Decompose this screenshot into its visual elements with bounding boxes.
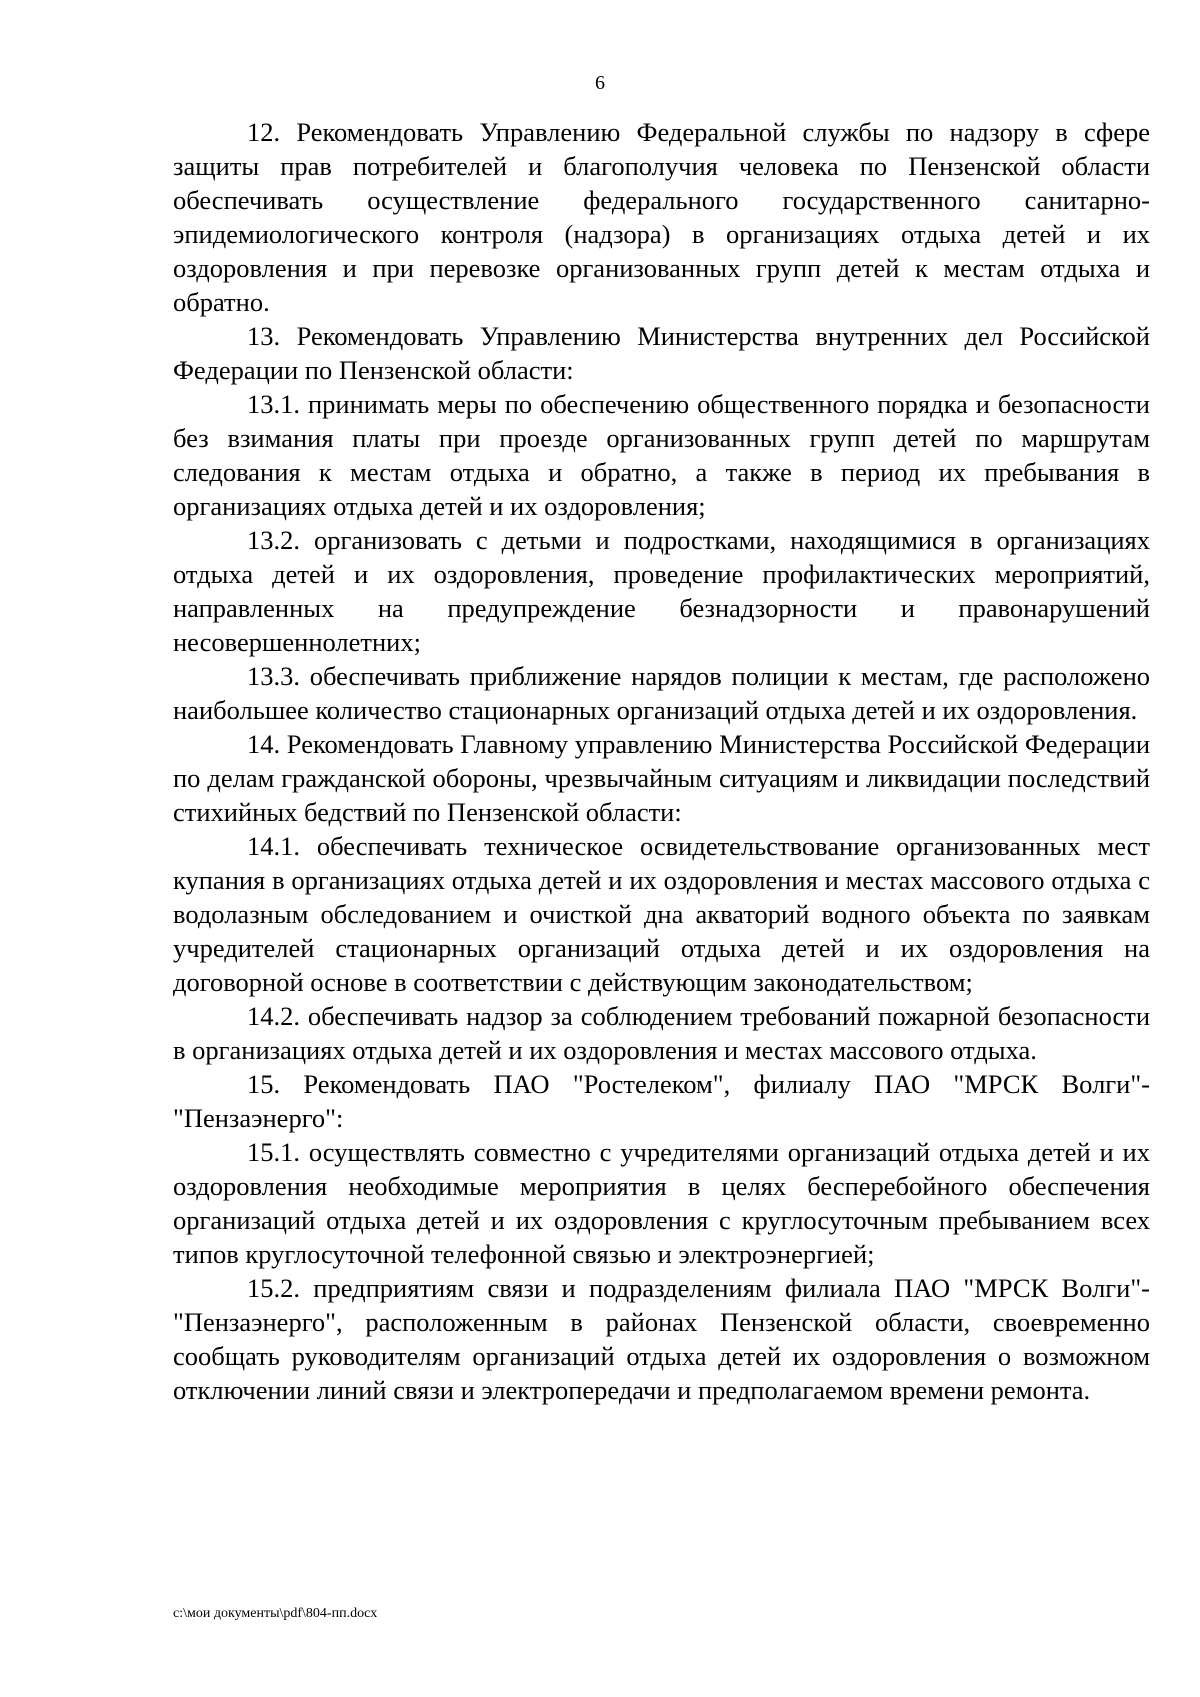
paragraph-13-1: 13.1. принимать меры по обеспечению общественного порядка и безопасности без взимания платы при проезде организованных групп детей по маршрутам следования к местам отдыха и обратно, а также в период их пребывания в организациях отдыха детей и их оздоровления; (173, 389, 1150, 521)
page-number: 6 (595, 72, 605, 94)
paragraph-15: 15. Рекомендовать ПАО "Ростелеком", филиалу ПАО "МРСК Волги"-"Пензаэнерго": (173, 1069, 1150, 1133)
paragraph-14: 14. Рекомендовать Главному управлению Министерства Российской Федерации по делам гражданской обороны, чрезвычайным ситуациям и ликвидации последствий стихийных бедствий по Пензенской области: (173, 729, 1150, 827)
footer-file-path: c:\мои документы\pdf\804-пп.docx (173, 1606, 378, 1621)
paragraph-13-3: 13.3. обеспечивать приближение нарядов полиции к местам, где расположено наибольшее количество стационарных организаций отдыха детей и их оздоровления. (173, 661, 1150, 725)
paragraph-15-2: 15.2. предприятиям связи и подразделениям филиала ПАО "МРСК Волги"-"Пензаэнерго", расположенным в районах Пензенской области, своевременно сообщать руководителям организаций отдыха детей их оздоровления о возможном отключении линий связи и электропередачи и предполагаемом времени ремонта. (173, 1273, 1150, 1405)
paragraph-14-1: 14.1. обеспечивать техническое освидетельствование организованных мест купания в организациях отдыха детей и их оздоровления и местах массового отдыха с водолазным обследованием и очисткой дна акваторий водного объекта по заявкам учредителей стационарных организаций отдыха детей и их оздоровления на договорной основе в соответствии с действующим законодательством; (173, 831, 1150, 997)
paragraph-13: 13. Рекомендовать Управлению Министерства внутренних дел Российской Федерации по Пензенской области: (173, 321, 1150, 385)
paragraph-13-2: 13.2. организовать с детьми и подростками, находящимися в организациях отдыха детей и их оздоровления, проведение профилактических мероприятий, направленных на предупреждение безнадзорности и правонарушений несовершеннолетних; (173, 525, 1150, 657)
document-body (173, 115, 1150, 1407)
paragraph-15-1: 15.1. осуществлять совместно с учредителями организаций отдыха детей и их оздоровления необходимые мероприятия в целях бесперебойного обеспечения организаций отдыха детей и их оздоровления с круглосуточным пребыванием всех типов круглосуточной телефонной связью и электроэнергией; (173, 1137, 1150, 1269)
paragraph-14-2: 14.2. обеспечивать надзор за соблюдением требований пожарной безопасности в организациях отдыха детей и их оздоровления и местах массового отдыха. (173, 1001, 1150, 1065)
paragraph-12: 12. Рекомендовать Управлению Федеральной службы по надзору в сфере защиты прав потребителей и благополучия человека по Пензенской области обеспечивать осуществление федерального государственного санитарно-эпидемиологического контроля (надзора) в организациях отдыха детей и их оздоровления и при перевозке организованных групп детей к местам отдыха и обратно. (173, 117, 1150, 317)
